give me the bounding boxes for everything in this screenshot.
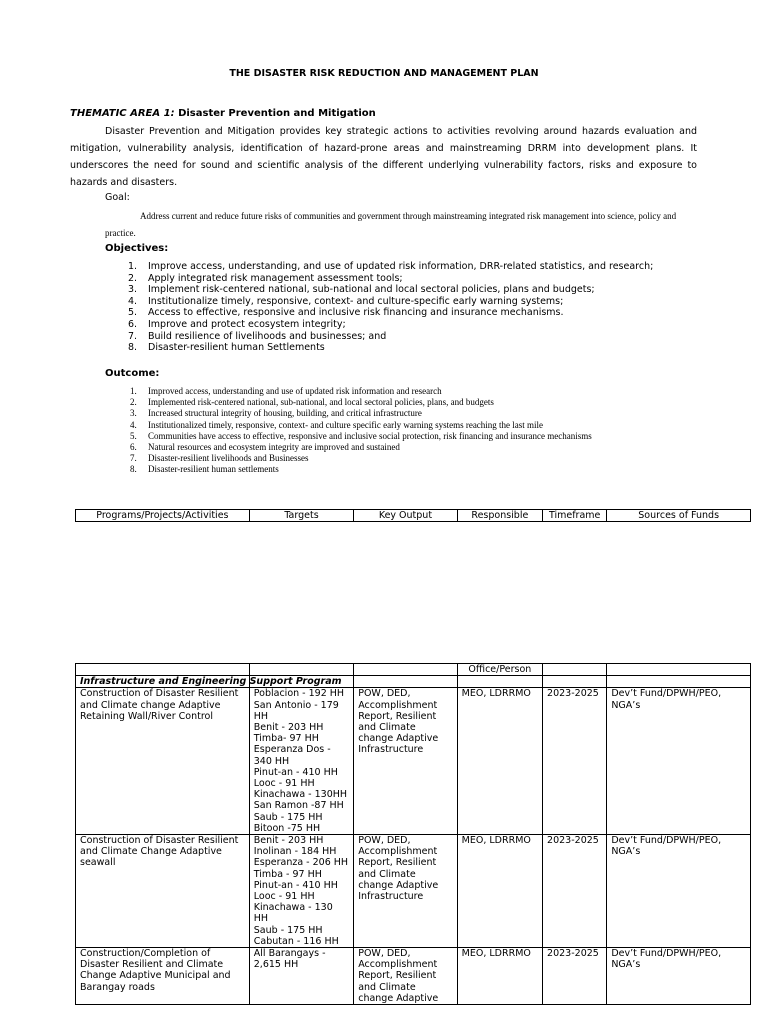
responsible-cell: MEO, LDRRMO [457,688,542,835]
header-row [76,510,751,522]
outcome-label: Outcome: [105,368,160,379]
activity-cell: Construction of Disaster Resilient and Climate Change Adaptive seawall [76,835,250,948]
objective-item [128,307,653,319]
table-row [76,835,751,948]
list-text: Disaster-resilient human settlements [148,464,279,475]
list-text: Communities have access to effective, responsive and inclusive social protection, risk financing and insurance mechanisms [148,430,592,441]
list-number: 1. [130,386,137,396]
list-number: 8. [128,342,138,354]
objective-item [128,319,653,331]
list-number: 2. [128,272,138,284]
list-text: Institutionalized timely, responsive, context- and culture specific early warning systems reaching the last mile [148,419,544,430]
col-header-responsible: Responsible [457,510,542,522]
list-number: 7. [128,330,138,342]
objective-item [128,261,653,273]
list-text: Implemented risk-centered national, sub-national, and local sectoral policies, plans, and budgets [148,397,494,408]
list-number: 5. [130,430,137,441]
target-item: Poblacion - 192 HH [253,688,345,700]
list-number: 3. [128,284,138,296]
list-number: 3. [130,408,137,419]
intro-paragraph: Disaster Prevention and Mitigation provides key strategic actions to activities revolving around hazards evaluation and mitigation, vulnerability analysis, identification of hazard-prone areas and mainstreaming DRRM into development plans. It underscores the need for sound and scientific analysis of the different underlying vulnerability factors, risks and exposure to hazards and disasters. [70,126,697,188]
targets-cell [249,688,353,835]
program-table [75,663,751,1005]
table-row [76,688,751,835]
list-text: Disaster-resilient livelihoods and Businesses [148,453,309,464]
col-header-targets: Targets [249,510,353,522]
empty-cell [607,676,751,688]
target-item: Benit - 203 HH [253,722,324,734]
outcome-item [130,386,592,397]
list-text: Access to effective, responsive and inclusive risk financing and insurance mechanisms. [148,307,564,319]
activity-cell: Construction/Completion of Disaster Resilient and Climate Change Adaptive Municipal and Barangay roads [76,948,250,1005]
target-item: Pinut-an - 410 HH [253,879,338,891]
objective-item [128,331,653,343]
outcome-item [130,397,592,408]
target-item: Bitoon -75 HH [253,822,321,834]
target-item: Saub - 175 HH [253,924,323,936]
goal-label: Goal: [105,192,130,203]
list-text: Disaster-resilient human Settlements [148,342,325,354]
outcome-item [130,453,592,464]
responsible-cell: MEO, LDRRMO [457,948,542,1005]
target-item: Looc - 91 HH [253,891,315,903]
target-item: All Barangays - 2,615 HH [253,948,326,971]
top-cell [354,664,457,676]
list-text: Improved access, understanding and use of updated risk information and research [148,386,442,396]
outcome-list [130,386,592,476]
empty-cell [354,676,457,688]
outcome-item [130,431,592,442]
list-number: 5. [128,307,138,319]
target-item: Inolinan - 184 HH [253,846,337,858]
top-cell [543,664,607,676]
list-text: Implement risk-centered national, sub-national and local sectoral policies, plans and budgets; [148,284,595,296]
list-number: 6. [130,442,137,453]
timeframe-cell: 2023-2025 [543,835,607,948]
list-number: 4. [130,419,137,430]
outcome-item [130,442,592,453]
col-header-funds: Sources of Funds [607,510,751,522]
list-text: Build resilience of livelihoods and businesses; and [148,330,387,342]
list-number: 7. [130,453,137,464]
funds-cell: Dev’t Fund/DPWH/PEO, NGA’s [607,835,751,948]
target-item: Saub - 175 HH [253,811,323,823]
activity-cell: Construction of Disaster Resilient and Climate change Adaptive Retaining Wall/River Control [76,688,250,835]
table-top-row [76,664,751,676]
list-number: 6. [128,318,138,330]
key-output-cell: POW, DED, Accomplishment Report, Resilient and Climate change Adaptive Infrastructure [354,688,457,835]
col-header-timeframe: Timeframe [543,510,607,522]
target-item: Esperanza - 206 HH [253,857,349,869]
objective-item [128,296,653,308]
responsible-cell: MEO, LDRRMO [457,835,542,948]
funds-cell: Dev’t Fund/DPWH/PEO, NGA’s [607,948,751,1005]
office-person-cell: Office/Person [457,664,542,676]
list-number: 4. [128,295,138,307]
objective-item [128,273,653,285]
goal-text: Address current and reduce future risks of communities and government through mainstreaming integrated risk management into science, policy and practice. [105,211,677,238]
table-row [76,948,751,1005]
target-item: Benit - 203 HH [253,835,324,847]
list-number: 1. [128,261,138,272]
list-number: 2. [130,397,137,408]
target-item: San Ramon -87 HH [253,800,344,812]
thematic-area-heading [70,108,376,119]
outcome-item [130,408,592,419]
list-text: Increased structural integrity of housing, building, and critical infrastructure [148,408,422,419]
program-title: Infrastructure and Engineering Support Program [76,676,250,688]
outcome-item [130,464,592,475]
empty-cell [543,676,607,688]
program-title-row [76,676,751,688]
targets-cell [249,835,353,948]
ppa-header-table [75,509,751,522]
key-output-cell: POW, DED, Accomplishment Report, Resilient and Climate change Adaptive [354,948,457,1005]
program-rows [76,688,751,1005]
funds-cell: Dev’t Fund/DPWH/PEO, NGA’s [607,688,751,835]
target-item: Timba- 97 HH [253,733,319,745]
target-item: Pinut-an - 410 HH [253,766,338,778]
objectives-list [128,261,653,354]
target-item: Timba - 97 HH [253,868,322,880]
list-text: Natural resources and ecosystem integrity are improved and sustained [148,442,400,453]
target-item: Esperanza Dos - 340 HH [253,744,331,767]
list-text: Apply integrated risk management assessment tools; [148,272,403,284]
key-output-cell: POW, DED, Accomplishment Report, Resilient and Climate change Adaptive Infrastructure [354,835,457,948]
objective-item [128,284,653,296]
top-cell [249,664,353,676]
top-cell [607,664,751,676]
col-header-key-output: Key Output [354,510,457,522]
empty-cell [457,676,542,688]
top-cell [76,664,250,676]
list-text: Improve access, understanding, and use of updated risk information, DRR-related statistics, and research; [148,261,654,272]
timeframe-cell: 2023-2025 [543,948,607,1005]
outcome-item [130,420,592,431]
target-item: Cabutan - 116 HH [253,935,339,947]
target-item: Looc - 91 HH [253,778,315,790]
col-header-programs: Programs/Projects/Activities [76,510,250,522]
target-item: Kinachawa - 130HH [253,789,348,801]
target-item: San Antonio - 179 HH [253,699,339,722]
list-text: Institutionalize timely, responsive, context- and culture-specific early warning systems; [148,295,564,307]
timeframe-cell: 2023-2025 [543,688,607,835]
thematic-area-label: THEMATIC AREA 1: [70,108,175,119]
thematic-area-name: Disaster Prevention and Mitigation [178,108,376,119]
list-number: 8. [130,464,137,475]
targets-cell [249,948,353,1005]
objective-item [128,342,653,354]
document-title: THE DISASTER RISK REDUCTION AND MANAGEMENT PLAN [229,68,539,79]
objectives-label: Objectives: [105,243,169,254]
list-text: Improve and protect ecosystem integrity; [148,318,346,330]
target-item: Kinachawa - 130 HH [253,902,333,925]
